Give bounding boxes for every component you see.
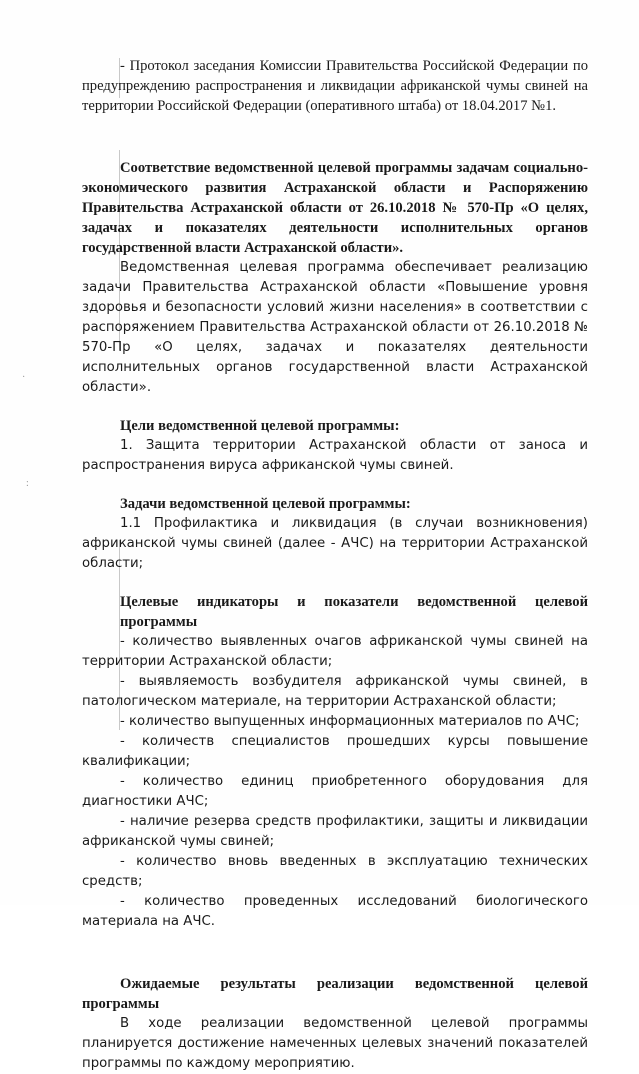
indicator-item: - количество выявленных очагов африканской чумы свиней на территории Астраханской области;: [82, 634, 588, 669]
indicators-heading: Целевые индикаторы и показатели ведомственной целевой программы: [120, 594, 588, 630]
tasks-heading: Задачи ведомственной целевой программы:: [120, 496, 411, 512]
document-body: [82, 56, 588, 1074]
indicator-item: - количество вновь введенных в эксплуатацию технических средств;: [82, 854, 588, 889]
indicator-item: - количество выпущенных информационных материалов по АЧС;: [120, 714, 580, 729]
scan-artifact-mark: :: [26, 478, 29, 489]
results-text: В ходе реализации ведомственной целевой программы планируется достижение намеченных целевых значений показателей программы по каждому мероприятию.: [82, 1016, 588, 1071]
correspondence-heading: Соответствие ведомственной целевой программы задачам социально-экономического развития Астраханской области и Распоряжению Правительства Астраханской области от 26.10.2018 № 570-Пр «О целях, задачах и показателях деятельности исполнительных органов государственной власти Астраханской области».: [82, 160, 588, 256]
indicator-item: - наличие резерва средств профилактики, защиты и ликвидации африканской чумы свиней;: [82, 814, 588, 849]
indicator-item: - количество проведенных исследований биологического материала на АЧС.: [82, 894, 588, 929]
indicator-item: - выявляемость возбудителя африканской чумы свиней, в патологическом материале, на территории Астраханской области;: [82, 674, 588, 709]
indicator-item: - количеств специалистов прошедших курсы повышение квалификации;: [82, 734, 588, 769]
correspondence-text: Ведомственная целевая программа обеспечивает реализацию задачи Правительства Астраханской области «Повышение уровня здоровья и безопасности условий жизни населения» в соответствии с распоряжением Правительства Астраханской области от 26.10.2018 № 570-Пр «О целях, задачах и показателях деятельности исполнительных органов государственной власти Астраханской области».: [82, 260, 588, 395]
results-heading: Ожидаемые результаты реализации ведомственной целевой программы: [82, 976, 588, 1012]
goals-heading: Цели ведомственной целевой программы:: [120, 418, 400, 434]
protocol-paragraph: - Протокол заседания Комиссии Правительства Российской Федерации по предупреждению распространения и ликвидации африканской чумы свиней на территории Российской Федерации (оперативного штаба) от 18.04.2017 №1.: [82, 58, 588, 114]
scan-artifact-mark: ·: [22, 372, 26, 383]
indicators-list: [82, 632, 588, 932]
tasks-item: 1.1 Профилактика и ликвидация (в случаи возникновения) африканской чумы свиней (далее - АЧС) на территории Астраханской области;: [82, 516, 588, 571]
indicator-item: - количество единиц приобретенного оборудования для диагностики АЧС;: [82, 774, 588, 809]
goals-item: 1. Защита территории Астраханской области от заноса и распространения вируса африканской чумы свиней.: [82, 438, 588, 473]
